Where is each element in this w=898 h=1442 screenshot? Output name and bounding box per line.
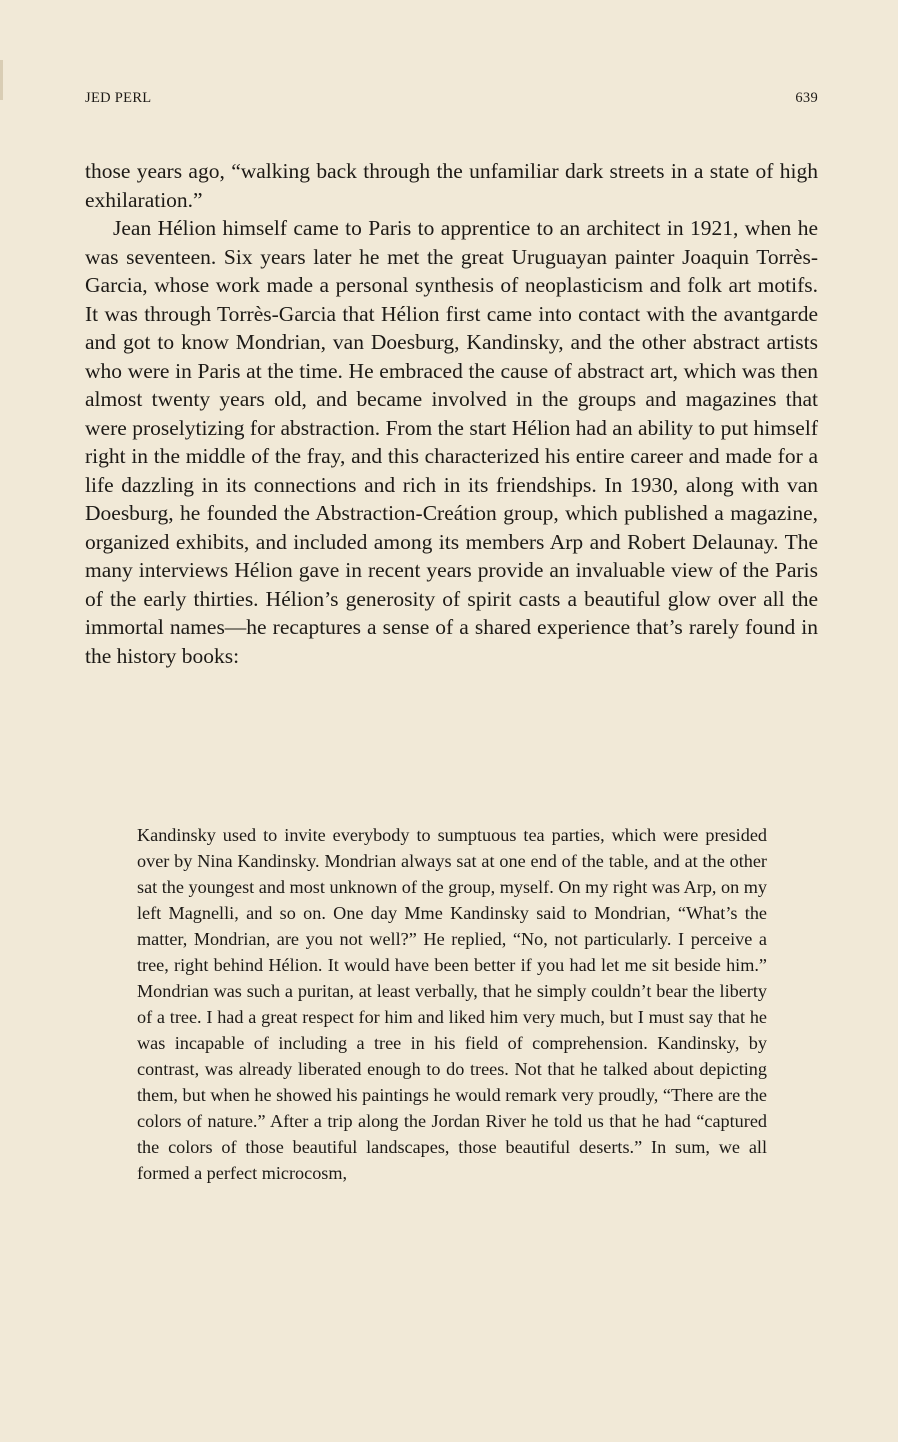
page-number: 639 <box>795 90 818 106</box>
paragraph-helion: Jean Hélion himself came to Paris to apprentice to an architect in 1921, when he was seventeen. Six years later he met the great Uruguayan painter Joaquin Torrès-Garcia, whose work made a personal synthesis of neoplasticism and folk art motifs. It was through Torrès-Garcia that Hélion first came into contact with the avantgarde and got to know Mondrian, van Doesburg, Kandinsky, and the other abstract artists who were in Paris at the time. He embraced the cause of abstract art, which was then almost twenty years old, and became involved in the groups and magazines that were proselytizing for abstraction. From the start Hélion had an ability to put himself right in the middle of the fray, and this characterized his entire career and made for a life dazzling in its connections and rich in its friendships. In 1930, along with van Doesburg, he founded the Abstraction-Creátion group, which published a magazine, organized exhibits, and included among its members Arp and Robert Delaunay. The many interviews Hélion gave in recent years provide an invaluable view of the Paris of the early thirties. Hélion’s generosity of spirit casts a beautiful glow over all the immortal names—he recaptures a sense of a shared experience that’s rarely found in the history books: <box>85 216 818 668</box>
block-quote-text: Kandinsky used to invite everybody to sumptuous tea parties, which were presided over by Nina Kandinsky. Mondrian always sat at one end of the table, and at the other sat the youngest and most unknown of the group, myself. On my right was Arp, on my left Magnelli, and so on. One day Mme Kandinsky said to Mondrian, “What’s the matter, Mondrian, are you not well?” He replied, “No, not particularly. I perceive a tree, right behind Hélion. It would have been better if you had let me sit beside him.” Mondrian was such a puritan, at least verbally, that he simply couldn’t bear the liberty of a tree. I had a great respect for him and liked him very much, but I must say that he was incapable of including a tree in his field of comprehension. Kandinsky, by contrast, was already liberated enough to do trees. Not that he talked about depicting them, but when he showed his paintings he would remark very proudly, “There are the colors of nature.” After a trip along the Jordan River he told us that he had “captured the colors of those beautiful landscapes, those beautiful deserts.” In sum, we all formed a perfect microcosm, <box>137 825 767 1183</box>
running-head-author: JED PERL <box>85 90 152 106</box>
paragraph-continuation: those years ago, “walking back through the unfamiliar dark streets in a state of high exhilaration.” <box>85 159 818 212</box>
running-head <box>85 90 818 110</box>
body-text <box>85 157 818 670</box>
page-edge-mark <box>0 60 3 100</box>
block-quote <box>137 822 767 1186</box>
